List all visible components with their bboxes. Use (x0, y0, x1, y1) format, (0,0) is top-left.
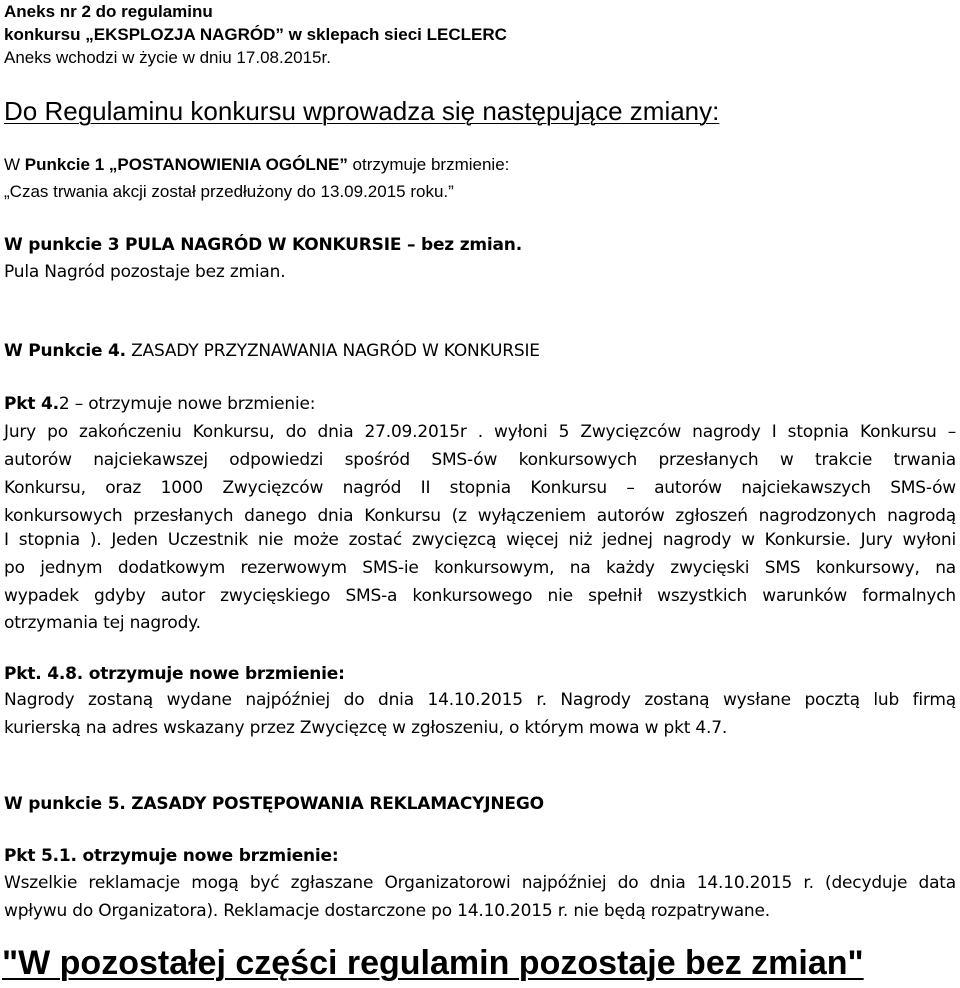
effective-date: Aneks wchodzi w życie w dniu 17.08.2015r. (4, 48, 331, 67)
pkt48-heading (4, 664, 345, 684)
section4-heading-bold: W Punkcie 4. (4, 341, 126, 361)
section5-heading-bold: W punkcie 5. (4, 794, 126, 814)
pkt42-bold: Pkt 4. (4, 394, 59, 414)
section4-heading-rest: ZASADY PRZYZNAWANIA NAGRÓD W KONKURSIE (125, 341, 540, 361)
section3-heading: W punkcie 3 PULA NAGRÓD W KONKURSIE – bez zmian. (4, 235, 522, 255)
section4-heading (4, 341, 540, 361)
section1-bold: Punkcie 1 „POSTANOWIENIA OGÓLNE” (24, 155, 348, 174)
pkt42-line: I stopnia ). Jeden Uczestnik nie może zostać zwycięzcą więcej niż jednej nagrody w Konkursie. Jury wyłoni (4, 530, 956, 550)
pkt48-bold: Pkt. 4.8. (4, 664, 84, 684)
section1-suffix: otrzymuje brzmienie: (347, 155, 510, 174)
pkt51-bold: Pkt 5.1. (4, 846, 77, 866)
document-title: Do Regulaminu konkursu wprowadza się następujące zmiany: (4, 96, 720, 126)
closing-statement-text: "W pozostałej części regulamin pozostaje bez zmian" (2, 944, 864, 982)
pkt48-line: Nagrody zostaną wydane najpóźniej do dnia 14.10.2015 r. Nagrody zostaną wysłane pocztą lub firmą (4, 690, 956, 710)
pkt42-line: Jury po zakończeniu Konkursu, do dnia 27.09.2015r . wyłoni 5 Zwycięzców nagrody I stopnia Konkursu – (4, 422, 956, 442)
pkt42-line: Konkursu, oraz 1000 Zwycięzców nagród II stopnia Konkursu – autorów najciekawszych SMS-ów (4, 478, 956, 498)
pkt48-rest: otrzymuje nowe brzmienie: (83, 664, 345, 684)
pkt51-heading (4, 846, 338, 866)
section3-text: Pula Nagród pozostaje bez zmian. (4, 262, 286, 282)
closing-statement (2, 944, 864, 983)
pkt42-rest: 2 – otrzymuje nowe brzmienie: (58, 394, 316, 414)
pkt51-rest: otrzymuje nowe brzmienie: (76, 846, 339, 866)
pkt48-line: kurierską na adres wskazany przez Zwycięzcę w zgłoszeniu, o którym mowa w pkt 4.7. (4, 718, 728, 738)
section1-text: „Czas trwania akcji został przedłużony do 13.09.2015 roku.” (4, 182, 454, 201)
pkt42-line: wypadek gdyby autor zwycięskiego SMS-a konkursowego nie spełnił wszystkich warunków formalnych (4, 586, 956, 606)
pkt51-line: wpływu do Organizatora). Reklamacje dostarczone po 14.10.2015 r. nie będą rozpatrywane. (4, 901, 770, 921)
pkt42-heading (4, 394, 315, 414)
pkt42-line: otrzymania tej nagrody. (4, 613, 201, 633)
annex-title: Aneks nr 2 do regulaminu (4, 2, 213, 21)
section5-heading-rest: ZASADY POSTĘPOWANIA REKLAMACYJNEGO (125, 794, 544, 814)
contest-name: konkursu „EKSPLOZJA NAGRÓD” w sklepach sieci LECLERC (4, 25, 507, 44)
pkt42-line: po jednym dodatkowym rezerwowym SMS-ie konkursowym, na każdy zwycięski SMS konkursowy, na (4, 558, 956, 578)
section1-heading (4, 155, 509, 175)
pkt51-line: Wszelkie reklamacje mogą być zgłaszane Organizatorowi najpóźniej do dnia 14.10.2015 r. (decyduje data (4, 873, 956, 893)
pkt42-line: konkursowych przesłanych danego dnia Konkursu (z wyłączeniem autorów zgłoszeń nagrodzonych nagrodą (4, 506, 956, 526)
section5-heading (4, 794, 544, 814)
pkt42-line: autorów najciekawszej odpowiedzi spośród SMS-ów konkursowych przesłanych w trakcie trwania (4, 450, 956, 470)
section1-prefix: W (4, 155, 25, 174)
